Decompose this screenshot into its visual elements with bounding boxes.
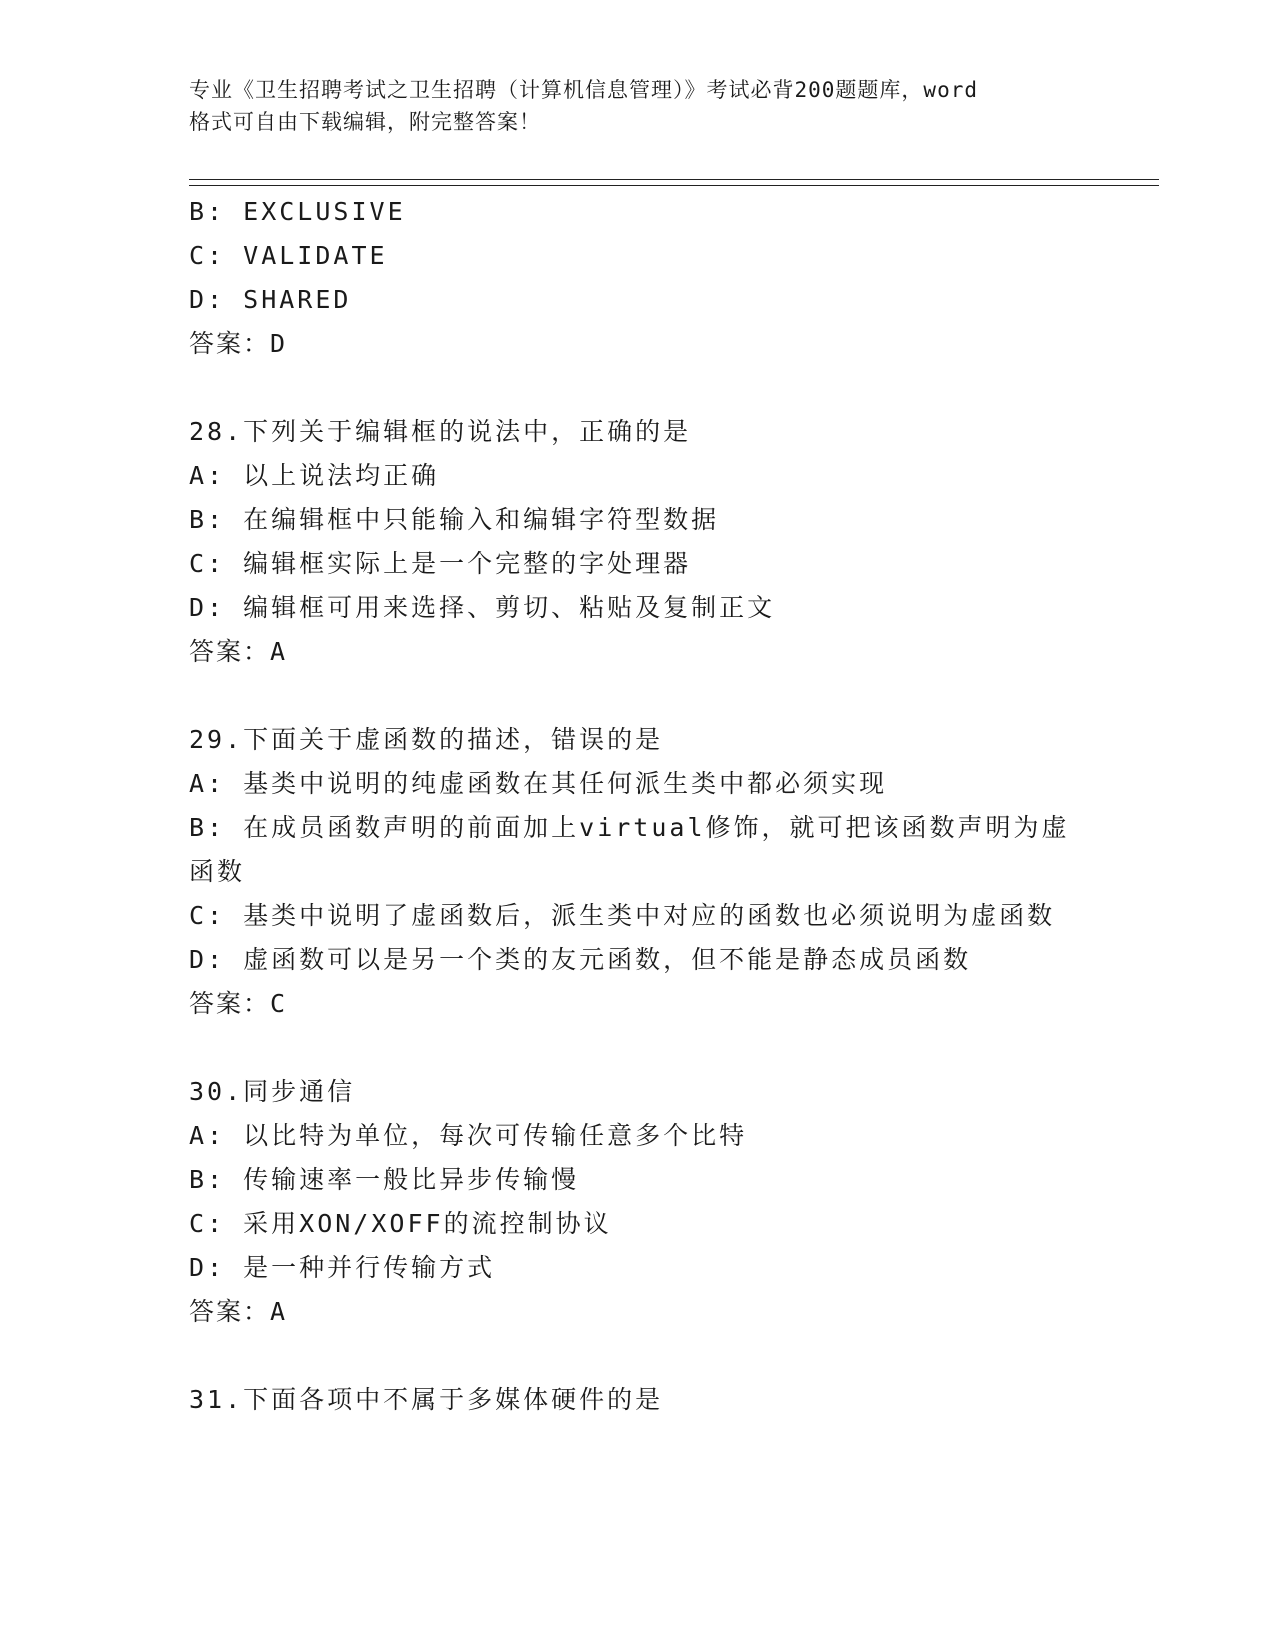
option-line: B: 在编辑框中只能输入和编辑字符型数据: [189, 505, 720, 534]
option-line: A: 以比特为单位，每次可传输任意多个比特: [189, 1121, 748, 1150]
option-line: D: SHARED: [189, 285, 352, 314]
answer-line: 答案：C: [189, 989, 288, 1018]
option-line-continued: 函数: [189, 857, 246, 886]
header-divider-top: [189, 179, 1159, 180]
answer-line: 答案：D: [189, 329, 288, 358]
option-line: C: 采用XON/XOFF的流控制协议: [189, 1209, 612, 1238]
option-line: B: 传输速率一般比异步传输慢: [189, 1165, 580, 1194]
option-line: C: 编辑框实际上是一个完整的字处理器: [189, 549, 692, 578]
header-line-2: 格式可自由下载编辑，附完整答案！: [189, 110, 541, 134]
question-title: 29.下面关于虚函数的描述，错误的是: [189, 725, 664, 754]
question-title: 30.同步通信: [189, 1077, 356, 1106]
option-line: B: 在成员函数声明的前面加上virtual修饰，就可把该函数声明为虚: [189, 813, 1070, 842]
option-line: C: 基类中说明了虚函数后，派生类中对应的函数也必须说明为虚函数: [189, 901, 1056, 930]
question-title: 31.下面各项中不属于多媒体硬件的是: [189, 1385, 664, 1414]
option-line: A: 基类中说明的纯虚函数在其任何派生类中都必须实现: [189, 769, 888, 798]
answer-line: 答案：A: [189, 637, 288, 666]
option-line: D: 是一种并行传输方式: [189, 1253, 496, 1282]
answer-line: 答案：A: [189, 1297, 288, 1326]
header-line-1: 专业《卫生招聘考试之卫生招聘（计算机信息管理）》考试必背200题题库，word: [189, 78, 978, 102]
option-line: B: EXCLUSIVE: [189, 197, 406, 226]
question-title: 28.下列关于编辑框的说法中，正确的是: [189, 417, 692, 446]
option-line: C: VALIDATE: [189, 241, 388, 270]
option-line: D: 编辑框可用来选择、剪切、粘贴及复制正文: [189, 593, 776, 622]
document-header: [189, 74, 1089, 138]
header-divider-bottom: [189, 185, 1159, 186]
option-line: D: 虚函数可以是另一个类的友元函数，但不能是静态成员函数: [189, 945, 972, 974]
option-line: A: 以上说法均正确: [189, 461, 440, 490]
